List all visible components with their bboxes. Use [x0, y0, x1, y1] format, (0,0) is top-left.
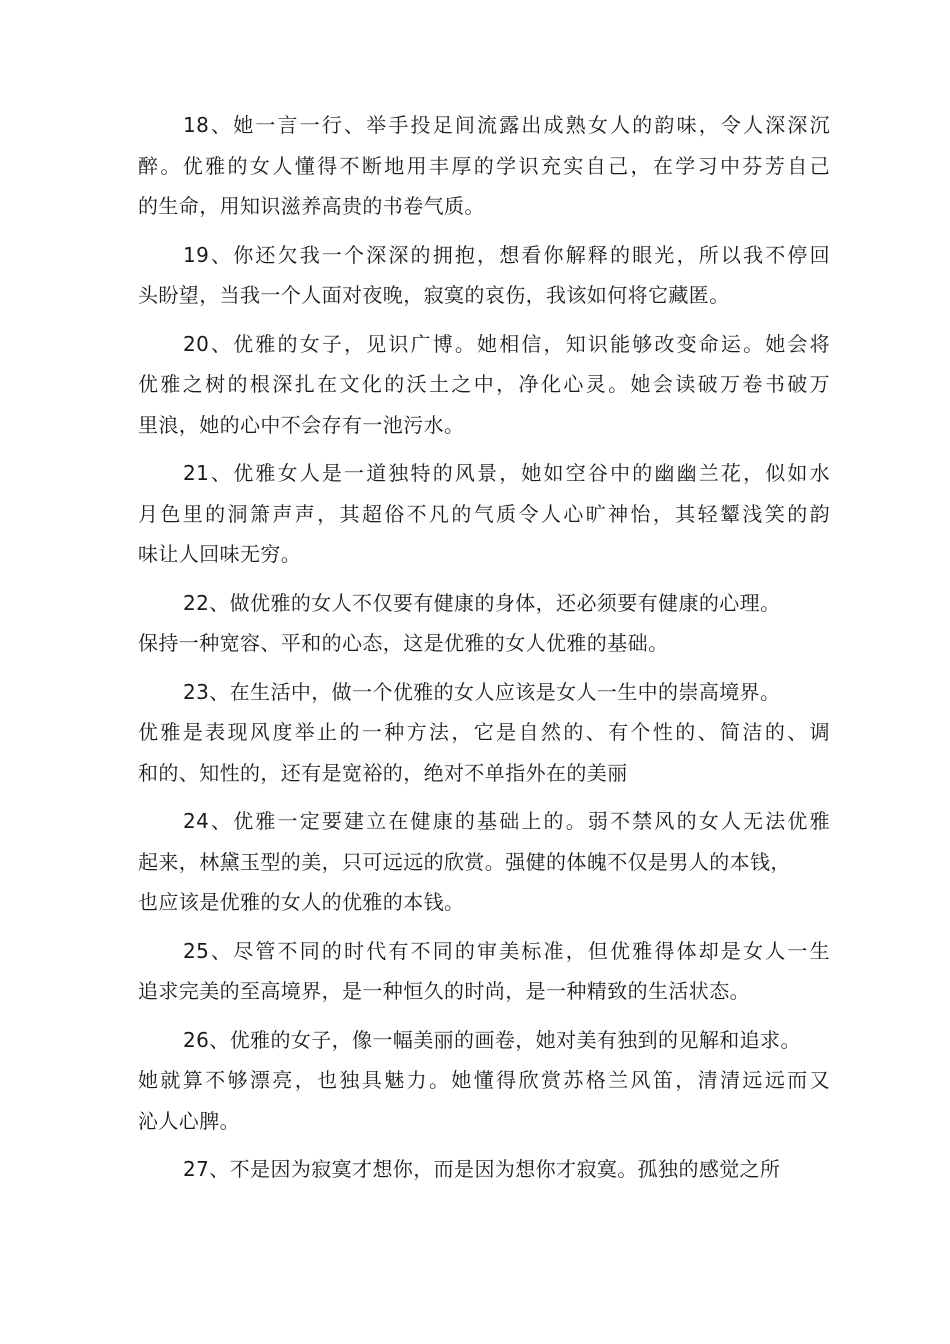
text-line: 优雅是表现风度举止的一种方法，它是自然的、有个性的、简洁的、调 — [138, 720, 830, 744]
text-line: 里浪，她的心中不会存有一池污水。 — [138, 412, 465, 437]
paragraph-26 — [138, 1020, 830, 1142]
text-line: 保持一种宽容、平和的心态，这是优雅的女人优雅的基础。 — [138, 631, 669, 655]
text-line: 也应该是优雅的女人的优雅的本钱。 — [138, 890, 465, 914]
text-line: 月色里的洞箫声声，其超俗不凡的气质令人心旷神怡，其轻颦浅笑的韵 — [138, 501, 830, 526]
paragraph-21 — [138, 453, 830, 575]
text-line: 18、她一言一行、举手投足间流露出成熟女人的韵味，令人深深沉 — [183, 113, 830, 137]
text-line: 20、优雅的女子，见识广博。她相信，知识能够改变命运。她会将 — [183, 331, 830, 356]
text-line: 22、做优雅的女人不仅要有健康的身体，还必须要有健康的心理。 — [183, 590, 781, 615]
text-line: 27、不是因为寂寞才想你，而是因为想你才寂寞。孤独的感觉之所 — [183, 1157, 781, 1181]
text-line: 起来，林黛玉型的美，只可远远的欣赏。强健的体魄不仅是男人的本钱， — [138, 849, 791, 874]
text-line: 23、在生活中，做一个优雅的女人应该是女人一生中的崇高境界。 — [183, 679, 781, 704]
paragraph-19 — [138, 235, 830, 316]
paragraph-24 — [138, 801, 830, 923]
paragraph-27 — [138, 1149, 830, 1190]
text-line: 和的、知性的，还有是宽裕的，绝对不单指外在的美丽 — [138, 760, 628, 785]
text-line: 21、优雅女人是一道独特的风景，她如空谷中的幽幽兰花，似如水 — [183, 461, 830, 485]
paragraph-20 — [138, 324, 830, 446]
body-text — [138, 105, 830, 1190]
text-line: 味让人回味无穷。 — [138, 542, 302, 566]
text-line: 沁人心脾。 — [138, 1108, 240, 1133]
text-line: 优雅之树的根深扎在文化的沃土之中，净化心灵。她会读破万卷书破万 — [138, 372, 830, 396]
text-line: 的生命，用知识滋养高贵的书卷气质。 — [138, 194, 485, 218]
text-line: 醉。优雅的女人懂得不断地用丰厚的学识充实自己，在学习中芬芳自己 — [138, 153, 830, 178]
paragraph-22 — [138, 583, 830, 664]
text-line: 26、优雅的女子，像一幅美丽的画卷，她对美有独到的见解和追求。 — [183, 1027, 801, 1052]
paragraph-23 — [138, 672, 830, 794]
text-line: 24、优雅一定要建立在健康的基础上的。弱不禁风的女人无法优雅 — [183, 809, 830, 833]
paragraph-25 — [138, 931, 830, 1012]
paragraph-18 — [138, 105, 830, 227]
text-line: 追求完美的至高境界，是一种恒久的时尚，是一种精致的生活状态。 — [138, 979, 750, 1003]
text-line: 头盼望，当我一个人面对夜晚，寂寞的哀伤，我该如何将它藏匿。 — [138, 283, 730, 307]
text-line: 25、尽管不同的时代有不同的审美标准，但优雅得体却是女人一生 — [183, 938, 830, 963]
text-line: 她就算不够漂亮，也独具魅力。她懂得欣赏苏格兰风笛，清清远远而又 — [138, 1068, 830, 1092]
text-line: 19、你还欠我一个深深的拥抱，想看你解释的眼光，所以我不停回 — [183, 242, 830, 267]
